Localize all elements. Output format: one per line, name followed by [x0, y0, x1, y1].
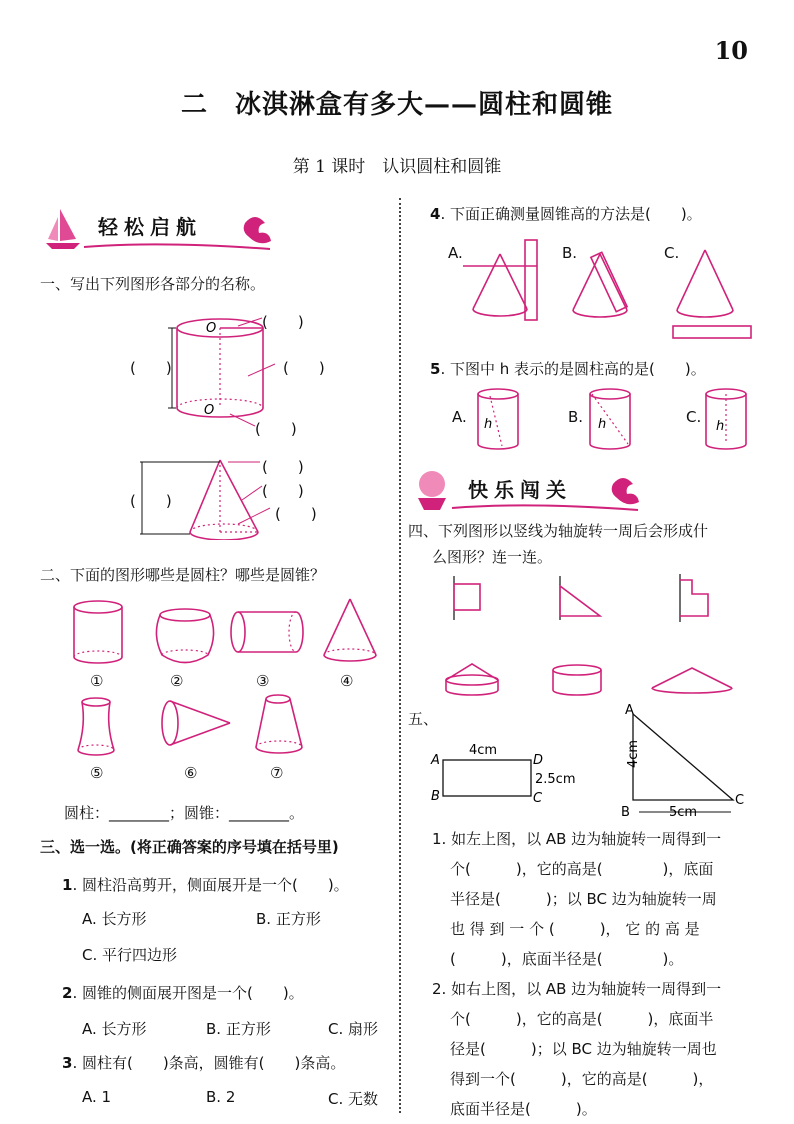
q3-5-b[interactable]: B. — [568, 408, 584, 426]
q3-5-text: . 下图中 h 表示的是圆柱高的是( )。 — [440, 360, 706, 378]
q5-figures — [470, 384, 760, 454]
rect-top-len: 4cm — [469, 743, 498, 758]
s5-q2-line-3[interactable]: 径是( )；以 BC 边为轴旋转一周也 — [450, 1040, 717, 1058]
q3-2-text: . 圆锥的侧面展开图是一个( )。 — [72, 984, 304, 1002]
cylinder-solid[interactable] — [553, 665, 601, 675]
q3-4-c[interactable]: C. — [664, 244, 680, 262]
s5-q1-line-4[interactable]: 也 得 到 一 个 ( )， 它 的 高 是 — [450, 920, 700, 938]
q3-2-num: 2 — [62, 984, 73, 1002]
s5-q2-line-4[interactable]: 得到一个( )，它的高是( )， — [450, 1070, 714, 1088]
tri-bottom-len: 5cm — [669, 805, 698, 820]
rect-a: A — [431, 753, 440, 768]
section-4-heading-1: 四、下列图形以竖线为轴旋转一周后会形成什 — [408, 522, 709, 540]
section-3-heading: 三、选一选。(将正确答案的序号填在括号里) — [40, 838, 339, 856]
lesson-subtitle: 第 1 课时 认识圆柱和圆锥 — [292, 157, 502, 177]
column-divider — [399, 198, 401, 1113]
flat-cone-solid[interactable] — [652, 668, 732, 688]
tri-a: A — [625, 703, 634, 718]
q3-2-a[interactable]: A. 长方形 — [82, 1020, 147, 1038]
blank-cone-side[interactable]: ( ) — [262, 482, 304, 500]
q3-1-c[interactable]: C. 平行四边形 — [82, 946, 178, 964]
q3-5-a[interactable]: A. — [452, 408, 467, 426]
s5-q1-line-5[interactable]: ( )，底面半径是( )。 — [450, 950, 684, 968]
q3-1-text: . 圆柱沿高剪开，侧面展开是一个( )。 — [72, 876, 349, 894]
q3-1-b[interactable]: B. 正方形 — [256, 910, 321, 928]
rect-right-len: 2.5cm — [535, 772, 576, 787]
shape-label-4: ④ — [340, 672, 354, 690]
q3-4-text: . 下面正确测量圆锥高的方法是( )。 — [440, 205, 702, 223]
s5-q2 — [432, 974, 721, 1124]
q3-2 — [62, 982, 304, 1003]
q3-3-c[interactable]: C. 无数 — [328, 1090, 379, 1108]
q3-3-a[interactable]: A. 1 — [82, 1088, 112, 1106]
s5-q1-line-1: 1. 如左上图，以 AB 边为轴旋转一周得到一 — [432, 830, 722, 848]
shape-label-3: ③ — [256, 672, 270, 690]
tri-b: B — [621, 805, 630, 820]
section-5-heading: 五、 — [408, 710, 439, 728]
tri-left-len: 4cm — [626, 739, 641, 768]
q3-4-num: 4 — [430, 205, 441, 223]
q3-5-c[interactable]: C. — [686, 408, 702, 426]
section-2-heading: 二、下面的图形哪些是圆柱？哪些是圆锥？ — [40, 566, 326, 584]
q3-5 — [430, 358, 706, 379]
shape-label-5: ⑤ — [90, 764, 104, 782]
rect-c: C — [533, 791, 543, 806]
section-4-heading-2: 么图形？连一连。 — [432, 548, 553, 566]
triangle-abc — [633, 714, 733, 800]
h-label-a: h — [484, 417, 493, 432]
q3-4-a[interactable]: A. — [448, 244, 463, 262]
blank-cyl-side[interactable]: ( ) — [283, 359, 325, 377]
blank-cone-apex[interactable]: ( ) — [262, 458, 304, 476]
q3-3-b[interactable]: B. 2 — [206, 1088, 236, 1106]
h-label-c: h — [716, 419, 725, 434]
q3-1 — [62, 874, 349, 895]
h-label-b: h — [598, 417, 607, 432]
shape-label-6: ⑥ — [184, 764, 198, 782]
q3-1-num: 1 — [62, 876, 73, 894]
double-cone-solid[interactable] — [446, 664, 498, 680]
banner-easy-start — [40, 203, 290, 253]
s4-figures — [440, 572, 770, 702]
triangle-shape[interactable] — [560, 586, 600, 616]
s5-q2-line-1: 2. 如右上图，以 AB 边为轴旋转一周得到一 — [432, 980, 722, 998]
q3-1-a[interactable]: A. 长方形 — [82, 910, 147, 928]
blank-cone-radius[interactable]: ( ) — [275, 505, 317, 523]
stepped-shape[interactable] — [680, 580, 708, 616]
chapter-title: 二 冰淇淋盒有多大——圆柱和圆锥 — [180, 90, 613, 120]
q3-5-num: 5 — [430, 360, 441, 378]
banner-happy-challenge — [408, 464, 658, 514]
banner-left-text: 轻松启航 — [98, 215, 202, 239]
rect-d: D — [533, 753, 544, 768]
blank-cone-height[interactable]: ( ) — [130, 492, 172, 510]
page-number: 10 — [714, 36, 748, 65]
shape-label-2: ② — [170, 672, 184, 690]
s5-q1 — [432, 824, 721, 974]
q4-figures — [455, 234, 755, 344]
square-shape[interactable] — [454, 584, 480, 610]
q3-4 — [430, 203, 702, 224]
rect-b: B — [431, 789, 440, 804]
rectangle-abcd — [443, 760, 531, 796]
s5-q1-line-2[interactable]: 个( )，它的高是( )，底面 — [450, 860, 714, 878]
center-o-top: O — [206, 321, 217, 336]
s5-q2-line-5[interactable]: 底面半径是( )。 — [450, 1100, 597, 1118]
q3-2-c[interactable]: C. 扇形 — [328, 1020, 379, 1038]
s5-q2-line-2[interactable]: 个( )，它的高是( )，底面半 — [450, 1010, 714, 1028]
q3-3-num: 3 — [62, 1054, 73, 1072]
q3-4-b[interactable]: B. — [562, 244, 578, 262]
section-1-heading: 一、写出下列图形各部分的名称。 — [40, 275, 266, 293]
q3-3-text: . 圆柱有( )条高，圆锥有( )条高。 — [72, 1054, 346, 1072]
blank-cyl-top[interactable]: ( ) — [262, 313, 304, 331]
q3-2-b[interactable]: B. 正方形 — [206, 1020, 271, 1038]
shape-label-1: ① — [90, 672, 104, 690]
blank-cyl-base[interactable]: ( ) — [255, 420, 297, 438]
s2-answer-line[interactable]: 圆柱：________；圆锥：________。 — [64, 804, 305, 822]
s5-figures — [425, 700, 765, 825]
blank-cyl-height[interactable]: ( ) — [130, 359, 172, 377]
banner-right-text: 快乐闯关 — [468, 478, 572, 502]
shape-label-7: ⑦ — [270, 764, 284, 782]
s5-q1-line-3[interactable]: 半径是( )；以 BC 边为轴旋转一周 — [450, 890, 717, 908]
q3-3 — [62, 1052, 345, 1073]
center-o-bottom: O — [204, 403, 215, 418]
tri-c: C — [735, 793, 745, 808]
